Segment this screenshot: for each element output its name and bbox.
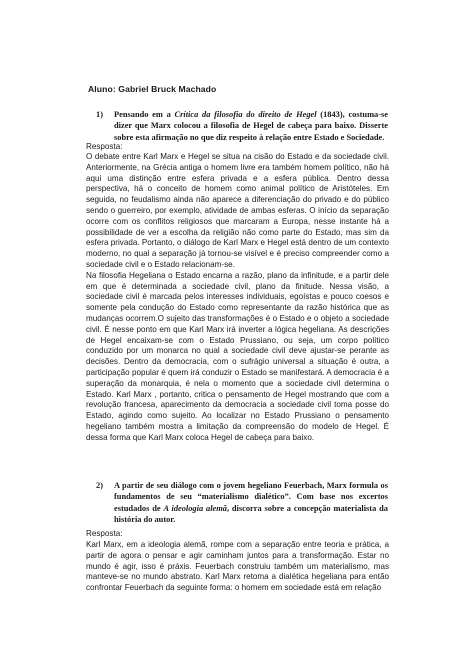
answer-1 [86,152,389,444]
answer-paragraph: Karl Marx, em a ideologia alemã, rompe com a separação entre teoria e prática, a partir de agora o pensar e agir caminham juntos para a transformação. Estar no mundo é agir, isso é práxis. Feuerbach construiu também um materialismo, mas manteve-se no mundo abstrato. Karl Marx retoma a dialética hegeliana para então confrontar Feuerbach da seguinte forma: o homem em sociedade está em relação [86,540,389,593]
question-text: Pensando em a Crítica da filosofia do direito de Hegel (1843), costuma-se dizer que Marx colocou a filosofia de Hegel de cabeça para baixo. Disserte sobre esta afirmação no que diz respeito à relação entre Estado e Sociedade. [114,110,389,142]
question-text: A partir de seu diálogo com o jovem hegeliano Feuerbach, Marx formula os fundamentos de seu “materialismo dialético”. Com base nos excertos estudados de A ideologia alemã, discorra sobre a concepção materialista da história do autor. [114,481,388,525]
book-title: A ideologia alemã [163,503,227,513]
answer-2 [86,540,389,594]
question-1 [96,109,388,143]
book-title: Crítica da filosofia do direito de Hegel [174,110,317,119]
question-2 [96,480,388,526]
answer-paragraph: O debate entre Karl Marx e Hegel se situa na cisão do Estado e da sociedade civil. Anteriormente, na Grécia antiga o homem livre era também homem político, não há aqui uma distinção entre esfera privada e a esfera pública. Dentro dessa perspectiva, há o conceito de homem como animal político de Aristóteles. Em seguida, no feudalismo ainda não aparece a diferenciação do privado e do público sendo o guerreiro, por exemplo, atividade de ambas esferas. O início da separação ocorre com os conflitos religiosos que marcaram a Europa, nesse instante há a possibilidade de ver a escolha da religião não como parte do Estado, mas sim da esfera privada. Portanto, o diálogo de Karl Marx e Hegel está dentro de um contexto moderno, no qual a separação já tornou-se visível e é preciso compreender como a sociedade civil e o Estado relacionam-se. [86,152,389,269]
answer-paragraph: Na filosofia Hegeliana o Estado encarna a razão, plano da infinitude, e a partir dele em que é determinada a sociedade civil, plano da finitude. Nessa visão, a sociedade civil é marcada pelos interesses individuais, egoístas e pouco coesos e somente pela condução do Estado como representante da razão histórica que as mudanças ocorrem.O sujeito das transformações é o Estado e o objeto a sociedade civil. É nesse ponto em que Karl Marx irá inverter a lógica hegeliana. As descrições de Hegel encaixam-se com o Estado Prussiano, ou seja, um corpo político conduzido por um monarca no qual a sociedade civil deve ajustar-se perante as decisões. Dentro da democracia, com o sufrágio universal a situação é outra, a participação popular é quem irá conduzir o Estado se manifestará. A democracia é a superação da monarquia, é nela o momento que a sociedade civil determina o Estado. Karl Marx , portanto, critica o pensamento de Hegel mostrando que com a revolução francesa, aparecimento da democracia a sociedade civil toma posse do Estado, agindo como sujeito. Ao localizar no Estado Prussiano o pensamento hegeliano também mostra a limitação da compreensão do modelo de Hegel. É dessa forma que Karl Marx coloca Hegel de cabeça para baixo. [86,270,389,442]
question-number: 2) [96,481,103,490]
answer-label: Resposta: [86,529,123,538]
answer-label: Resposta: [86,142,123,151]
student-name: Aluno: Gabriel Bruck Machado [88,84,217,94]
question-number: 1) [96,110,103,119]
